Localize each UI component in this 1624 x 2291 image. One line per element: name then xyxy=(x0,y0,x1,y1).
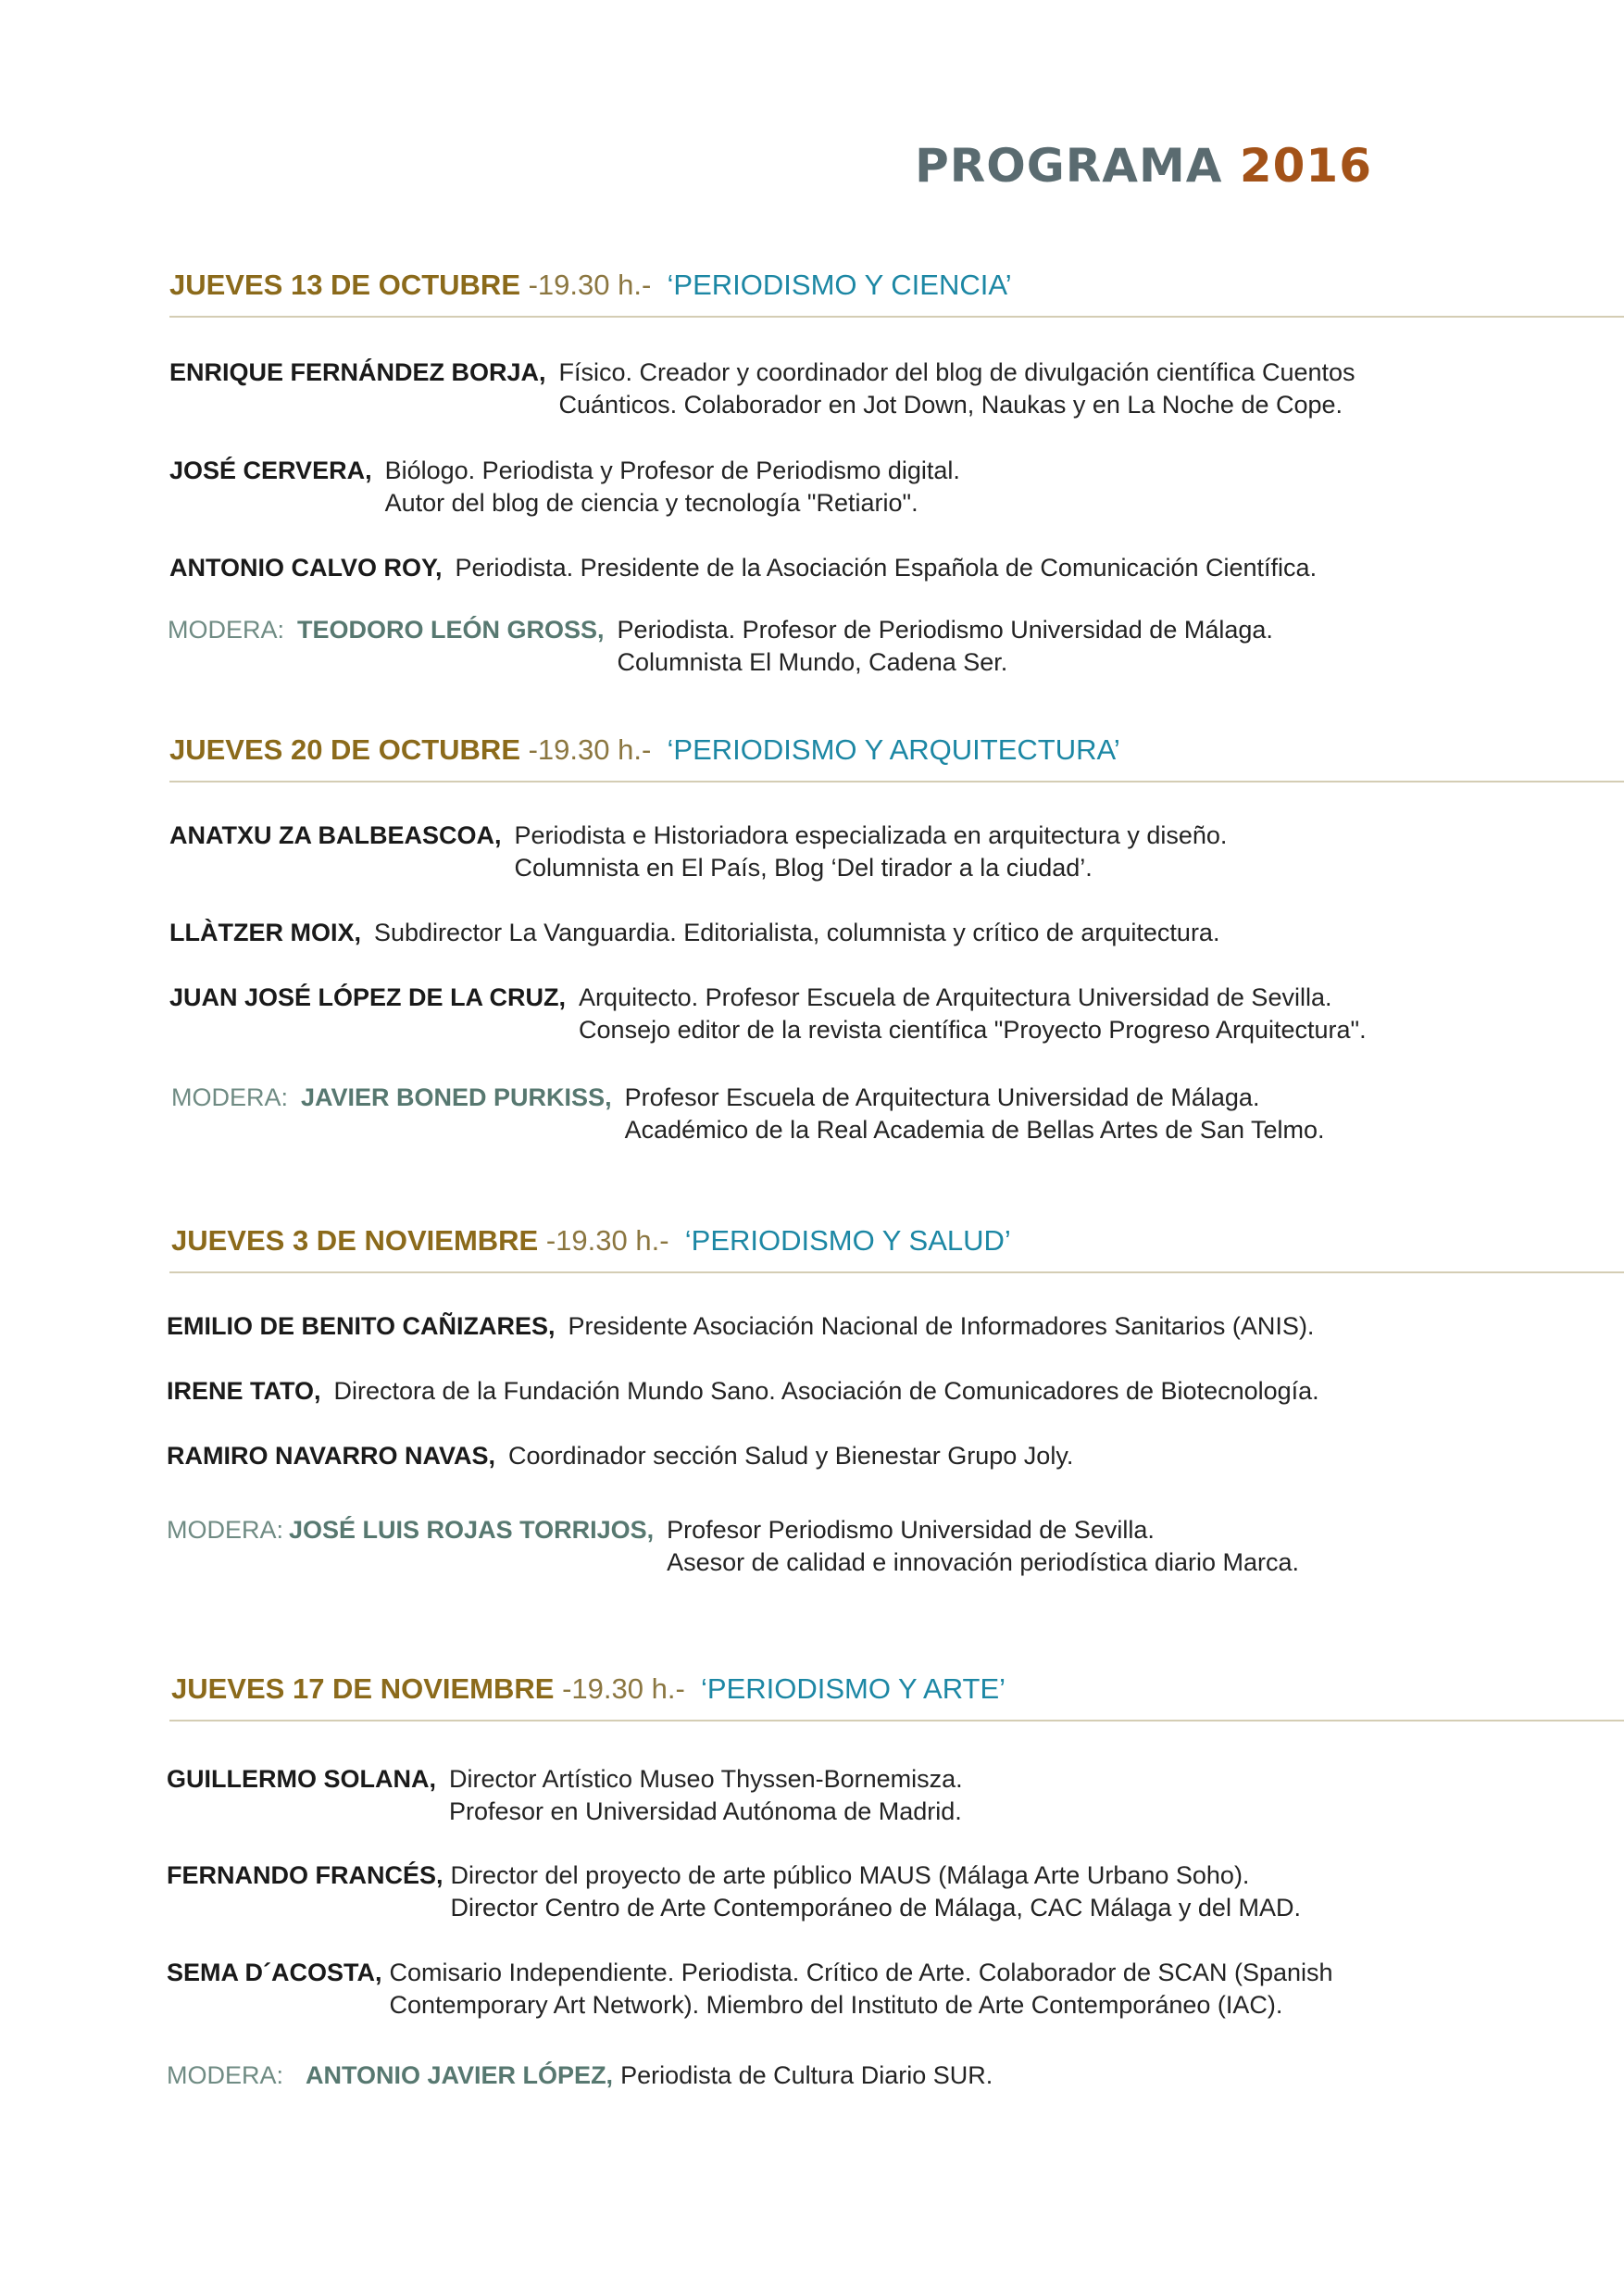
speaker-entry xyxy=(167,1310,1314,1343)
speaker-entry xyxy=(169,820,1227,884)
description-line: Director Centro de Arte Contemporáneo de Málaga, CAC Málaga y del MAD. xyxy=(450,1894,1301,1922)
speaker-entry xyxy=(167,1859,1301,1924)
speaker-entry xyxy=(169,357,1355,421)
speaker-name: ANATXU ZA BALBEASCOA, xyxy=(169,821,502,849)
speaker-name: ENRIQUE FERNÁNDEZ BORJA, xyxy=(169,358,546,386)
speaker-description xyxy=(456,552,1318,584)
description-line: Subdirector La Vanguardia. Editorialista, columnista y crítico de arquitectura. xyxy=(373,919,1220,946)
speaker-name: GUILLERMO SOLANA, xyxy=(167,1765,436,1793)
speaker-entry xyxy=(169,982,1367,1046)
session-day: JUEVES 20 DE OCTUBRE xyxy=(169,733,520,766)
session-theme: ‘PERIODISMO Y CIENCIA’ xyxy=(667,269,1012,301)
speaker-entry xyxy=(167,1375,1319,1408)
speaker-name: RAMIRO NAVARRO NAVAS, xyxy=(167,1442,495,1470)
moderator-description xyxy=(667,1514,1299,1579)
speaker-description xyxy=(374,917,1219,949)
speaker-entry xyxy=(167,1440,1073,1472)
description-line: Consejo editor de la revista científica "Proyecto Progreso Arquitectura". xyxy=(579,1016,1367,1044)
speaker-name: SEMA D´ACOSTA, xyxy=(167,1959,382,1986)
speaker-description xyxy=(579,982,1367,1046)
description-line: Presidente Asociación Nacional de Informadores Sanitarios (ANIS). xyxy=(568,1312,1315,1340)
description-line: Profesor Periodismo Universidad de Sevilla. xyxy=(667,1516,1155,1544)
session-4-divider xyxy=(169,1720,1624,1721)
session-3-heading xyxy=(171,1224,1011,1258)
session-1-divider xyxy=(169,316,1624,318)
speaker-name: JOSÉ CERVERA, xyxy=(169,457,372,484)
session-time: -19.30 h.- xyxy=(520,269,652,301)
moderator-description xyxy=(618,614,1273,679)
moderator-entry xyxy=(171,1082,1325,1146)
speaker-description xyxy=(390,1957,1333,2022)
description-line: Profesor en Universidad Autónoma de Madrid. xyxy=(449,1797,962,1825)
session-day: JUEVES 3 DE NOVIEMBRE xyxy=(171,1224,539,1257)
moderator-label: MODERA: xyxy=(171,1083,289,1111)
session-time: -19.30 h.- xyxy=(554,1672,685,1705)
speaker-description xyxy=(449,1763,963,1828)
description-line: Físico. Creador y coordinador del blog de divulgación científica Cuentos xyxy=(558,358,1355,386)
description-line: Director Artístico Museo Thyssen-Bornemisza. xyxy=(449,1765,963,1793)
description-line: Periodista. Profesor de Periodismo Universidad de Málaga. xyxy=(617,616,1273,644)
moderator-description xyxy=(620,2059,993,2092)
description-line: Biólogo. Periodista y Profesor de Periodismo digital. xyxy=(384,457,960,484)
session-day: JUEVES 17 DE NOVIEMBRE xyxy=(171,1672,555,1705)
speaker-description xyxy=(451,1859,1301,1924)
session-day: JUEVES 13 DE OCTUBRE xyxy=(169,269,520,301)
description-line: Académico de la Real Academia de Bellas Artes de San Telmo. xyxy=(624,1116,1325,1144)
speaker-description xyxy=(515,820,1228,884)
speaker-description xyxy=(559,357,1355,421)
moderator-name: JAVIER BONED PURKISS, xyxy=(301,1083,612,1111)
moderator-label: MODERA: xyxy=(167,2061,284,2089)
description-line: Directora de la Fundación Mundo Sano. Asociación de Comunicadores de Biotecnología. xyxy=(333,1377,1319,1405)
session-2-divider xyxy=(169,781,1624,782)
moderator-name: TEODORO LEÓN GROSS, xyxy=(297,616,605,644)
moderator-label: MODERA: xyxy=(168,616,285,644)
session-theme: ‘PERIODISMO Y SALUD’ xyxy=(684,1224,1011,1257)
speaker-entry xyxy=(167,1763,963,1828)
description-line: Coordinador sección Salud y Bienestar Grupo Joly. xyxy=(508,1442,1074,1470)
speaker-name: ANTONIO CALVO ROY, xyxy=(169,554,443,582)
description-line: Cuánticos. Colaborador en Jot Down, Naukas y en La Noche de Cope. xyxy=(558,391,1343,419)
description-line: Autor del blog de ciencia y tecnología "Retiario". xyxy=(384,489,918,517)
description-line: Periodista e Historiadora especializada en arquitectura y diseño. xyxy=(514,821,1228,849)
description-line: Comisario Independiente. Periodista. Crítico de Arte. Colaborador de SCAN (Spanish xyxy=(389,1959,1333,1986)
moderator-label: MODERA: xyxy=(167,1516,284,1544)
session-1-heading xyxy=(169,269,1012,302)
program-title-year: 2016 xyxy=(1239,139,1372,193)
description-line: Periodista. Presidente de la Asociación Española de Comunicación Científica. xyxy=(455,554,1318,582)
session-time: -19.30 h.- xyxy=(520,733,652,766)
speaker-name: FERNANDO FRANCÉS, xyxy=(167,1861,443,1889)
speaker-name: LLÀTZER MOIX, xyxy=(169,919,361,946)
session-theme: ‘PERIODISMO Y ARTE’ xyxy=(701,1672,1006,1705)
moderator-description xyxy=(625,1082,1325,1146)
session-2-heading xyxy=(169,733,1120,767)
moderator-name: JOSÉ LUIS ROJAS TORRIJOS, xyxy=(289,1516,655,1544)
speaker-description xyxy=(568,1310,1315,1343)
description-line: Director del proyecto de arte público MAUS (Málaga Arte Urbano Soho). xyxy=(450,1861,1250,1889)
speaker-name: EMILIO DE BENITO CAÑIZARES, xyxy=(167,1312,556,1340)
speaker-entry xyxy=(169,552,1317,584)
description-line: Columnista El Mundo, Cadena Ser. xyxy=(617,648,1008,676)
description-line: Asesor de calidad e innovación periodística diario Marca. xyxy=(667,1548,1299,1576)
program-title-word: PROGRAMA xyxy=(915,139,1223,193)
speaker-description xyxy=(334,1375,1319,1408)
description-line: Contemporary Art Network). Miembro del Instituto de Arte Contemporáneo (IAC). xyxy=(389,1991,1283,2019)
session-time: -19.30 h.- xyxy=(538,1224,669,1257)
moderator-name: ANTONIO JAVIER LÓPEZ, xyxy=(306,2061,614,2089)
description-line: Profesor Escuela de Arquitectura Universidad de Málaga. xyxy=(624,1083,1260,1111)
speaker-description xyxy=(385,455,960,520)
session-3-divider xyxy=(169,1271,1624,1273)
speaker-description xyxy=(508,1440,1073,1472)
session-4-heading xyxy=(171,1672,1006,1706)
speaker-entry xyxy=(169,455,960,520)
speaker-name: IRENE TATO, xyxy=(167,1377,321,1405)
description-line: Arquitecto. Profesor Escuela de Arquitectura Universidad de Sevilla. xyxy=(579,983,1332,1011)
session-theme: ‘PERIODISMO Y ARQUITECTURA’ xyxy=(667,733,1120,766)
description-line: Periodista de Cultura Diario SUR. xyxy=(620,2061,993,2089)
description-line: Columnista en El País, Blog ‘Del tirador a la ciudad’. xyxy=(514,854,1093,882)
speaker-name: JUAN JOSÉ LÓPEZ DE LA CRUZ, xyxy=(169,983,567,1011)
moderator-entry xyxy=(167,2059,993,2092)
moderator-entry xyxy=(167,1514,1299,1579)
moderator-entry xyxy=(168,614,1273,679)
speaker-entry xyxy=(167,1957,1333,2022)
speaker-entry xyxy=(169,917,1219,949)
program-title xyxy=(915,139,1372,193)
